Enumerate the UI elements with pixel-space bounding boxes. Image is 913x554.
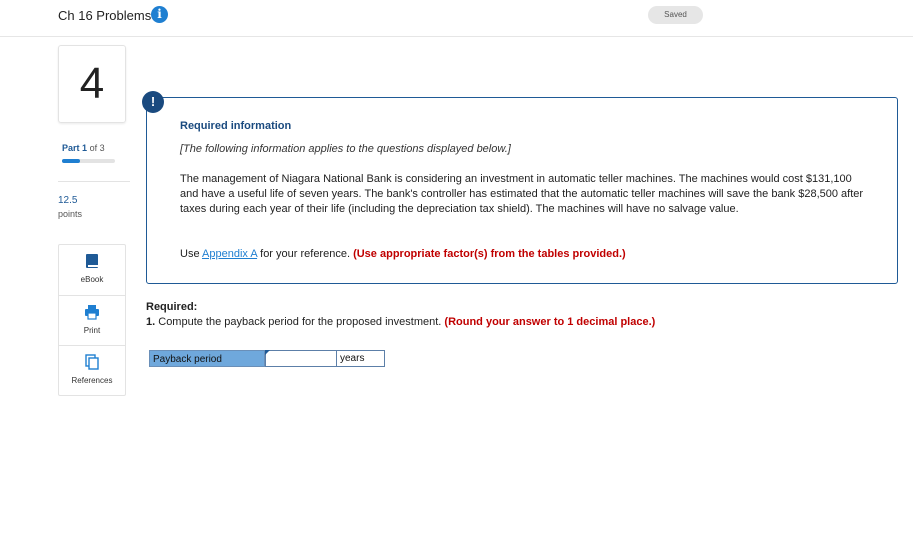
points-label: points bbox=[58, 209, 83, 219]
alert-icon: ! bbox=[142, 91, 164, 113]
references-icon bbox=[84, 354, 100, 370]
assignment-title: Ch 16 Problems bbox=[58, 8, 152, 23]
payback-period-label: Payback period bbox=[149, 350, 265, 367]
book-icon bbox=[84, 253, 100, 269]
question-text: Compute the payback period for the proposed investment. bbox=[155, 316, 445, 328]
references-label: References bbox=[71, 376, 113, 385]
use-suffix: for your reference. bbox=[257, 248, 354, 260]
rounding-instruction: (Round your answer to 1 decimal place.) bbox=[444, 316, 656, 328]
references-button[interactable] bbox=[59, 345, 125, 396]
ebook-label: eBook bbox=[80, 275, 104, 284]
printer-icon bbox=[84, 304, 100, 320]
part-current: 1 bbox=[82, 143, 88, 153]
print-label: Print bbox=[83, 326, 101, 335]
part-of: of 3 bbox=[89, 143, 105, 153]
problem-paragraph: The management of Niagara National Bank is considering an investment in automatic teller machines. The machines would cost $131,100 and have a useful life of seven years. The bank's controller has estimated that the automatic teller machines will save the bank $28,500 after taxes during each year of their life (including the depreciation tax shield). The machines will have no salvage value. bbox=[180, 173, 864, 215]
required-information-heading: Required information bbox=[180, 120, 292, 132]
part-progress-bar bbox=[62, 159, 115, 163]
points-value: 12.5 bbox=[58, 195, 78, 206]
input-marker-icon bbox=[265, 350, 270, 355]
factor-instruction: (Use appropriate factor(s) from the tables provided.) bbox=[353, 248, 626, 260]
print-button[interactable] bbox=[59, 295, 125, 346]
question-number-label: 1. bbox=[146, 316, 156, 328]
applies-note: [The following information applies to the questions displayed below.] bbox=[180, 143, 511, 155]
top-bar bbox=[0, 0, 913, 37]
required-question bbox=[146, 316, 655, 328]
years-unit: years bbox=[337, 350, 385, 367]
tools-panel bbox=[58, 244, 126, 396]
payback-period-input[interactable] bbox=[265, 350, 337, 367]
part-indicator bbox=[62, 143, 105, 153]
ebook-button[interactable] bbox=[59, 245, 125, 295]
info-icon[interactable]: i bbox=[151, 6, 168, 23]
appendix-reference bbox=[180, 248, 626, 260]
part-progress-fill bbox=[62, 159, 80, 163]
part-word: Part bbox=[62, 143, 80, 153]
appendix-a-link[interactable]: Appendix A bbox=[202, 248, 258, 260]
saved-status-badge: Saved bbox=[648, 6, 703, 24]
use-prefix: Use bbox=[180, 248, 203, 260]
sidebar-divider bbox=[58, 181, 130, 182]
required-heading: Required: bbox=[146, 301, 198, 313]
question-number[interactable]: 4 bbox=[58, 45, 126, 123]
